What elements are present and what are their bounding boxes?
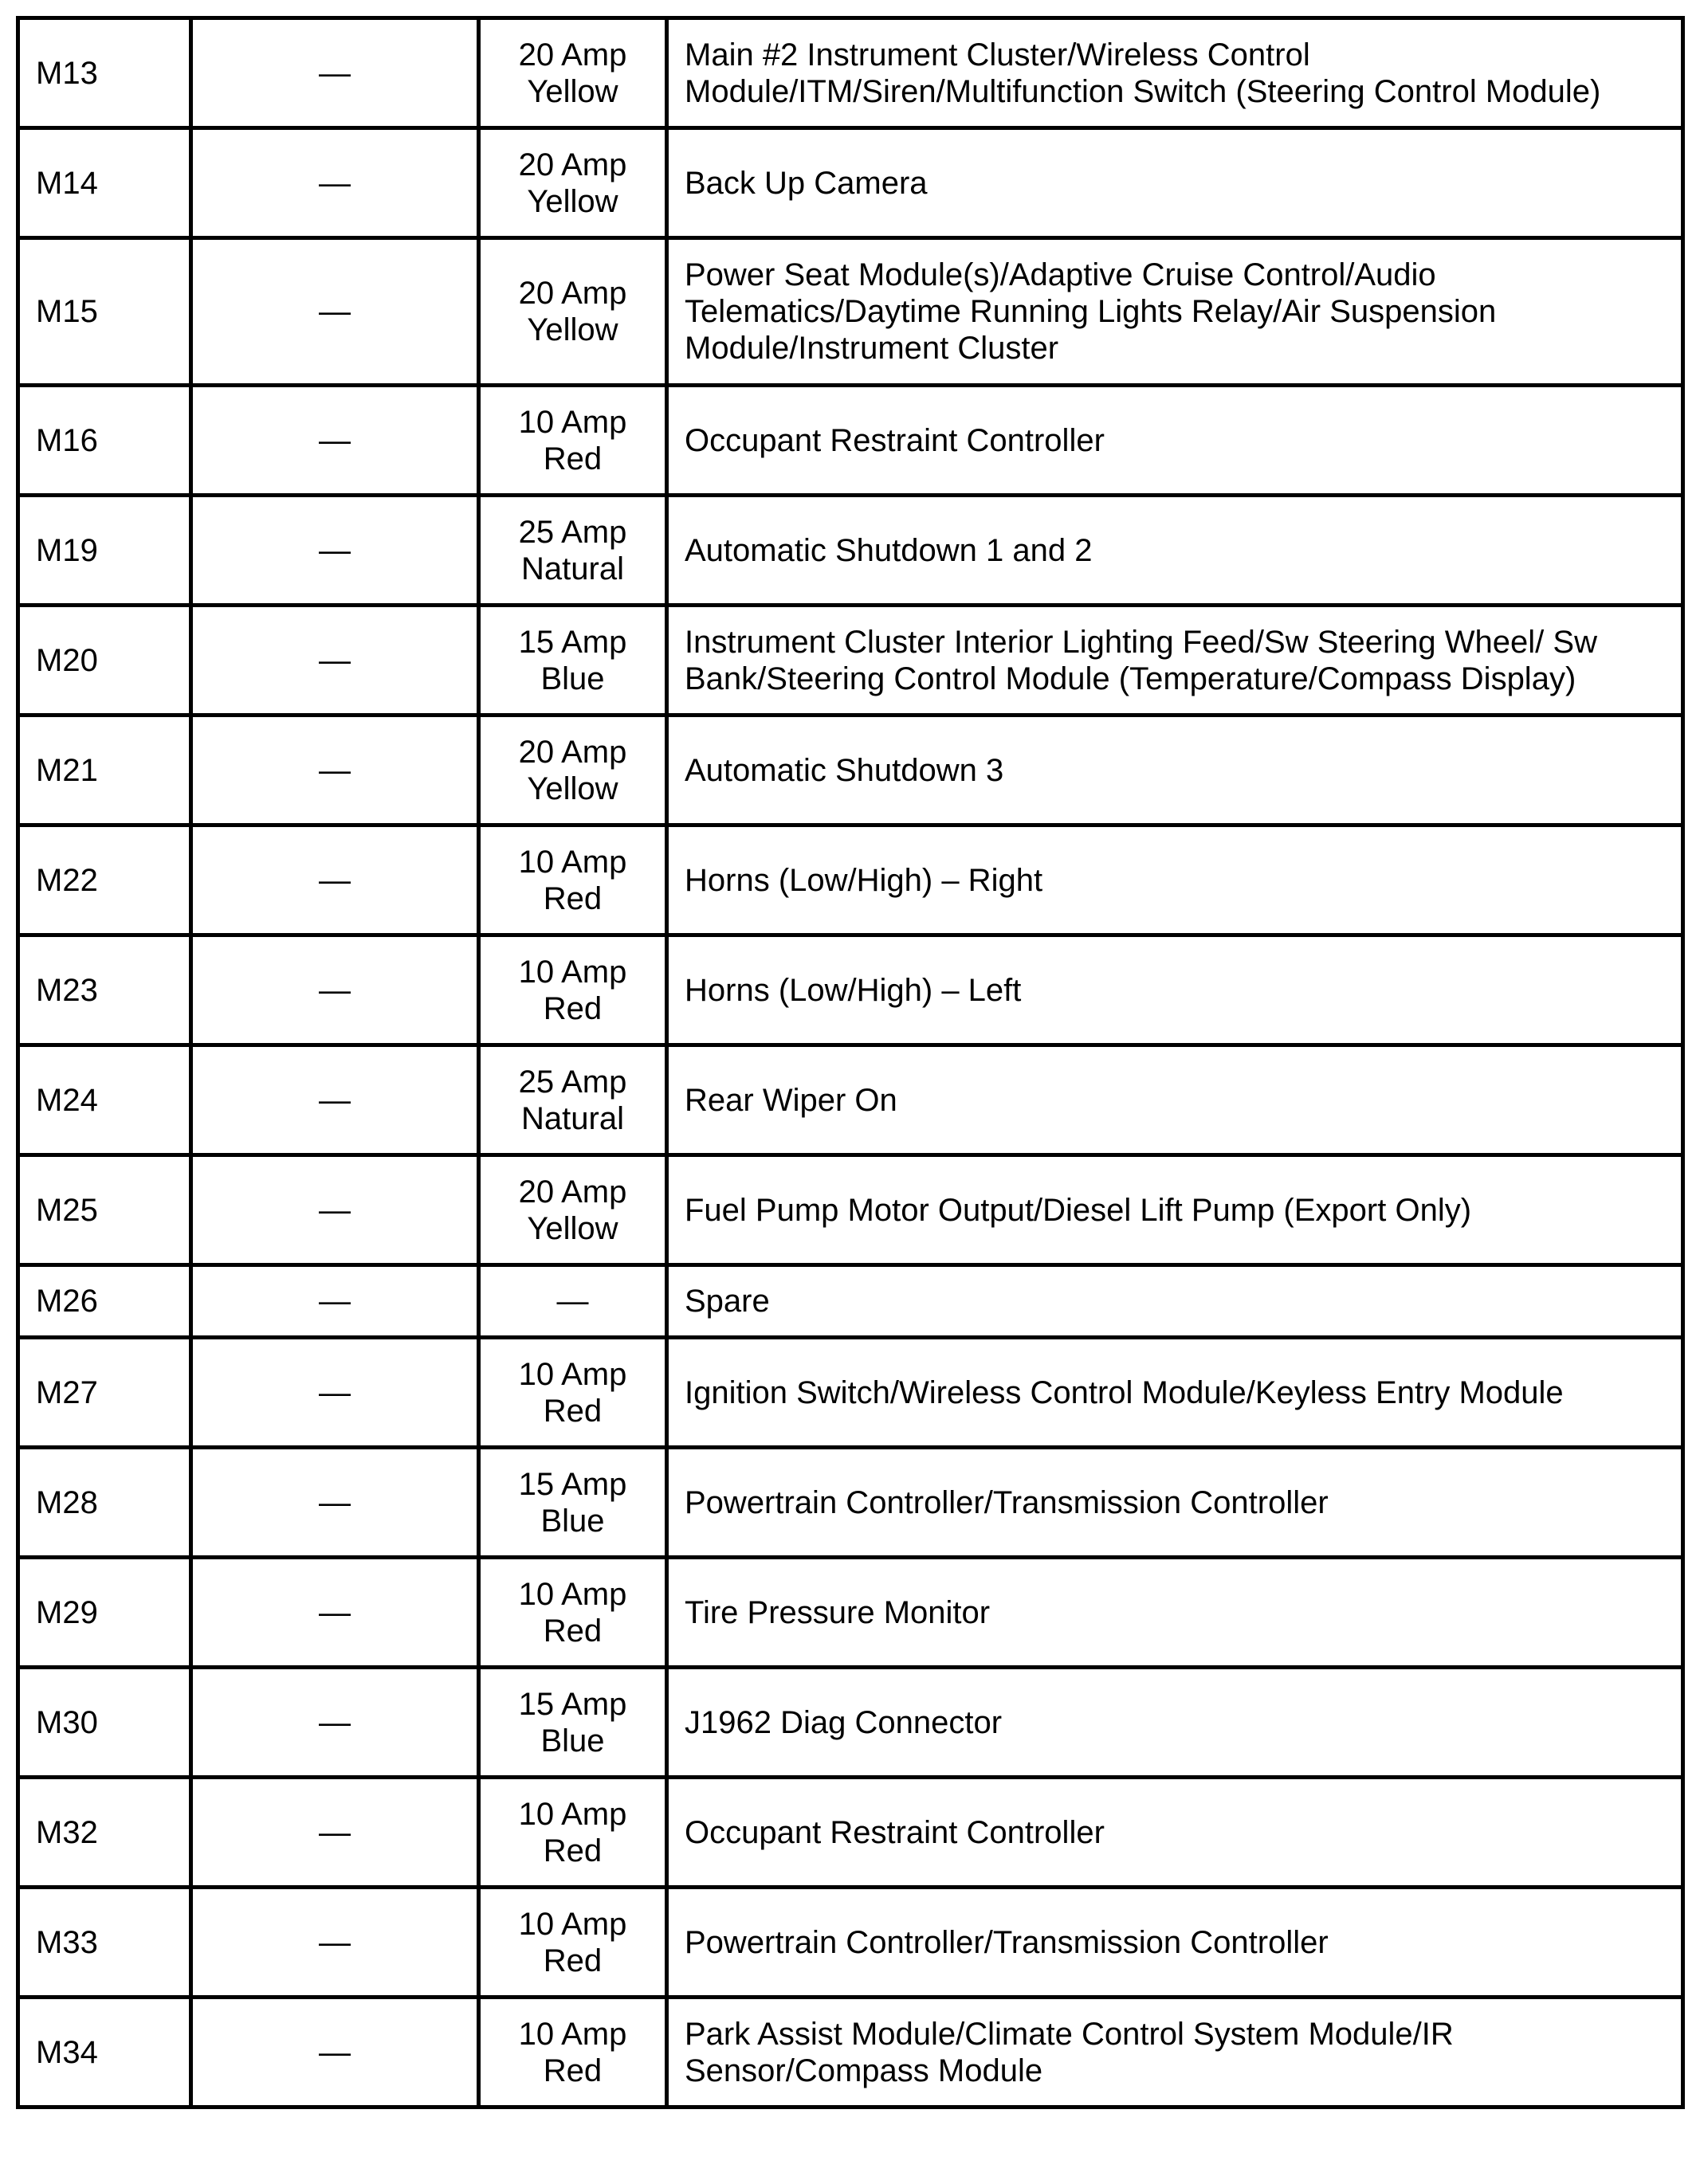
cavity-cell: M27 bbox=[18, 1338, 191, 1448]
mini-fuse-amperage: — bbox=[556, 1284, 589, 1319]
cavity-cell: M24 bbox=[18, 1045, 191, 1155]
mini-fuse-cell bbox=[479, 1338, 667, 1448]
mini-fuse-color: Blue bbox=[540, 1503, 605, 1539]
cartridge-fuse-cell: — bbox=[191, 1668, 479, 1778]
description-cell: Spare bbox=[667, 1265, 1683, 1338]
description-cell: Occupant Restraint Controller bbox=[667, 1778, 1683, 1888]
description-cell: Instrument Cluster Interior Lighting Feed/Sw Steering Wheel/ Sw Bank/Steering Control Module (Temperature/Compass Display) bbox=[667, 606, 1683, 716]
description-cell: Occupant Restraint Controller bbox=[667, 386, 1683, 496]
description-cell: J1962 Diag Connector bbox=[667, 1668, 1683, 1778]
cartridge-fuse-cell: — bbox=[191, 1448, 479, 1558]
cavity-cell: M20 bbox=[18, 606, 191, 716]
cavity-cell: M25 bbox=[18, 1155, 191, 1265]
mini-fuse-cell bbox=[479, 1265, 667, 1338]
cartridge-fuse-cell: — bbox=[191, 1155, 479, 1265]
mini-fuse-color: Blue bbox=[540, 1723, 605, 1759]
table-row bbox=[18, 1045, 1683, 1155]
mini-fuse-amperage: 10 Amp bbox=[518, 2016, 627, 2052]
description-cell: Fuel Pump Motor Output/Diesel Lift Pump (Export Only) bbox=[667, 1155, 1683, 1265]
mini-fuse-amperage: 10 Amp bbox=[518, 1906, 627, 1942]
cavity-cell: M22 bbox=[18, 825, 191, 935]
mini-fuse-cell bbox=[479, 1888, 667, 1998]
mini-fuse-color: Natural bbox=[521, 551, 624, 586]
table-row bbox=[18, 1155, 1683, 1265]
mini-fuse-color: Yellow bbox=[527, 73, 618, 109]
mini-fuse-cell bbox=[479, 1448, 667, 1558]
table-row bbox=[18, 716, 1683, 825]
description-cell: Automatic Shutdown 3 bbox=[667, 716, 1683, 825]
fuse-table-body bbox=[18, 18, 1683, 2108]
table-row bbox=[18, 1558, 1683, 1668]
cartridge-fuse-cell: — bbox=[191, 825, 479, 935]
cartridge-fuse-cell: — bbox=[191, 1888, 479, 1998]
mini-fuse-color: Red bbox=[543, 1393, 603, 1429]
description-cell: Powertrain Controller/Transmission Controller bbox=[667, 1448, 1683, 1558]
cavity-cell: M29 bbox=[18, 1558, 191, 1668]
description-cell: Horns (Low/High) – Right bbox=[667, 825, 1683, 935]
mini-fuse-color: Yellow bbox=[527, 1210, 618, 1246]
cavity-cell: M19 bbox=[18, 496, 191, 606]
mini-fuse-cell bbox=[479, 386, 667, 496]
mini-fuse-amperage: 20 Amp bbox=[518, 37, 627, 73]
mini-fuse-amperage: 20 Amp bbox=[518, 734, 627, 770]
cartridge-fuse-cell: — bbox=[191, 1045, 479, 1155]
mini-fuse-color: Yellow bbox=[527, 770, 618, 806]
cavity-cell: M34 bbox=[18, 1998, 191, 2108]
cartridge-fuse-cell: — bbox=[191, 1558, 479, 1668]
description-cell: Power Seat Module(s)/Adaptive Cruise Control/Audio Telematics/Daytime Running Lights Relay/Air Suspension Module/Instrument Cluster bbox=[667, 238, 1683, 386]
cartridge-fuse-cell: — bbox=[191, 128, 479, 238]
mini-fuse-amperage: 20 Amp bbox=[518, 147, 627, 182]
mini-fuse-amperage: 25 Amp bbox=[518, 514, 627, 550]
mini-fuse-cell bbox=[479, 1045, 667, 1155]
mini-fuse-cell bbox=[479, 1558, 667, 1668]
mini-fuse-amperage: 10 Amp bbox=[518, 1356, 627, 1392]
table-row bbox=[18, 935, 1683, 1045]
mini-fuse-cell bbox=[479, 606, 667, 716]
mini-fuse-color: Red bbox=[543, 1943, 603, 1978]
description-cell: Back Up Camera bbox=[667, 128, 1683, 238]
fuse-table bbox=[16, 16, 1685, 2109]
table-row bbox=[18, 496, 1683, 606]
mini-fuse-color: Blue bbox=[540, 661, 605, 696]
cartridge-fuse-cell: — bbox=[191, 18, 479, 128]
cavity-cell: M13 bbox=[18, 18, 191, 128]
table-row bbox=[18, 1778, 1683, 1888]
description-cell: Automatic Shutdown 1 and 2 bbox=[667, 496, 1683, 606]
mini-fuse-color: Red bbox=[543, 880, 603, 916]
cavity-cell: M28 bbox=[18, 1448, 191, 1558]
table-row bbox=[18, 606, 1683, 716]
cavity-cell: M30 bbox=[18, 1668, 191, 1778]
cavity-cell: M32 bbox=[18, 1778, 191, 1888]
table-row bbox=[18, 1668, 1683, 1778]
table-row bbox=[18, 18, 1683, 128]
table-row bbox=[18, 128, 1683, 238]
mini-fuse-cell bbox=[479, 935, 667, 1045]
mini-fuse-cell bbox=[479, 1668, 667, 1778]
mini-fuse-amperage: 20 Amp bbox=[518, 276, 627, 311]
mini-fuse-color: Red bbox=[543, 990, 603, 1026]
mini-fuse-cell bbox=[479, 496, 667, 606]
table-row bbox=[18, 1265, 1683, 1338]
mini-fuse-color: Red bbox=[543, 1613, 603, 1649]
cartridge-fuse-cell: — bbox=[191, 1265, 479, 1338]
table-row bbox=[18, 1888, 1683, 1998]
cartridge-fuse-cell: — bbox=[191, 1998, 479, 2108]
cartridge-fuse-cell: — bbox=[191, 935, 479, 1045]
mini-fuse-color: Natural bbox=[521, 1100, 624, 1136]
mini-fuse-cell bbox=[479, 1998, 667, 2108]
mini-fuse-color: Red bbox=[543, 2053, 603, 2088]
mini-fuse-color: Yellow bbox=[527, 183, 618, 219]
mini-fuse-amperage: 15 Amp bbox=[518, 1686, 627, 1722]
cartridge-fuse-cell: — bbox=[191, 238, 479, 386]
mini-fuse-amperage: 10 Amp bbox=[518, 404, 627, 440]
description-cell: Powertrain Controller/Transmission Controller bbox=[667, 1888, 1683, 1998]
table-row bbox=[18, 1998, 1683, 2108]
table-row bbox=[18, 386, 1683, 496]
mini-fuse-cell bbox=[479, 128, 667, 238]
mini-fuse-color: Red bbox=[543, 1833, 603, 1868]
cartridge-fuse-cell: — bbox=[191, 716, 479, 825]
description-cell: Horns (Low/High) – Left bbox=[667, 935, 1683, 1045]
mini-fuse-amperage: 10 Amp bbox=[518, 844, 627, 880]
cartridge-fuse-cell: — bbox=[191, 496, 479, 606]
mini-fuse-cell bbox=[479, 825, 667, 935]
cartridge-fuse-cell: — bbox=[191, 386, 479, 496]
cavity-cell: M21 bbox=[18, 716, 191, 825]
mini-fuse-amperage: 20 Amp bbox=[518, 1174, 627, 1210]
mini-fuse-color: Yellow bbox=[527, 312, 618, 347]
cartridge-fuse-cell: — bbox=[191, 1778, 479, 1888]
cavity-cell: M16 bbox=[18, 386, 191, 496]
table-row bbox=[18, 238, 1683, 386]
mini-fuse-cell bbox=[479, 238, 667, 386]
mini-fuse-color: Red bbox=[543, 441, 603, 476]
table-row bbox=[18, 1338, 1683, 1448]
mini-fuse-amperage: 10 Amp bbox=[518, 1796, 627, 1832]
mini-fuse-amperage: 25 Amp bbox=[518, 1064, 627, 1100]
cavity-cell: M15 bbox=[18, 238, 191, 386]
cavity-cell: M26 bbox=[18, 1265, 191, 1338]
cartridge-fuse-cell: — bbox=[191, 606, 479, 716]
table-row bbox=[18, 825, 1683, 935]
mini-fuse-amperage: 10 Amp bbox=[518, 954, 627, 990]
description-cell: Park Assist Module/Climate Control System Module/IR Sensor/Compass Module bbox=[667, 1998, 1683, 2108]
mini-fuse-cell bbox=[479, 1155, 667, 1265]
mini-fuse-amperage: 15 Amp bbox=[518, 1466, 627, 1502]
cavity-cell: M23 bbox=[18, 935, 191, 1045]
mini-fuse-cell bbox=[479, 18, 667, 128]
mini-fuse-amperage: 15 Amp bbox=[518, 624, 627, 660]
cartridge-fuse-cell: — bbox=[191, 1338, 479, 1448]
description-cell: Tire Pressure Monitor bbox=[667, 1558, 1683, 1668]
cavity-cell: M33 bbox=[18, 1888, 191, 1998]
mini-fuse-cell bbox=[479, 1778, 667, 1888]
description-cell: Main #2 Instrument Cluster/Wireless Control Module/ITM/Siren/Multifunction Switch (Steering Control Module) bbox=[667, 18, 1683, 128]
cavity-cell: M14 bbox=[18, 128, 191, 238]
mini-fuse-cell bbox=[479, 716, 667, 825]
mini-fuse-amperage: 10 Amp bbox=[518, 1576, 627, 1612]
table-row bbox=[18, 1448, 1683, 1558]
description-cell: Rear Wiper On bbox=[667, 1045, 1683, 1155]
description-cell: Ignition Switch/Wireless Control Module/Keyless Entry Module bbox=[667, 1338, 1683, 1448]
